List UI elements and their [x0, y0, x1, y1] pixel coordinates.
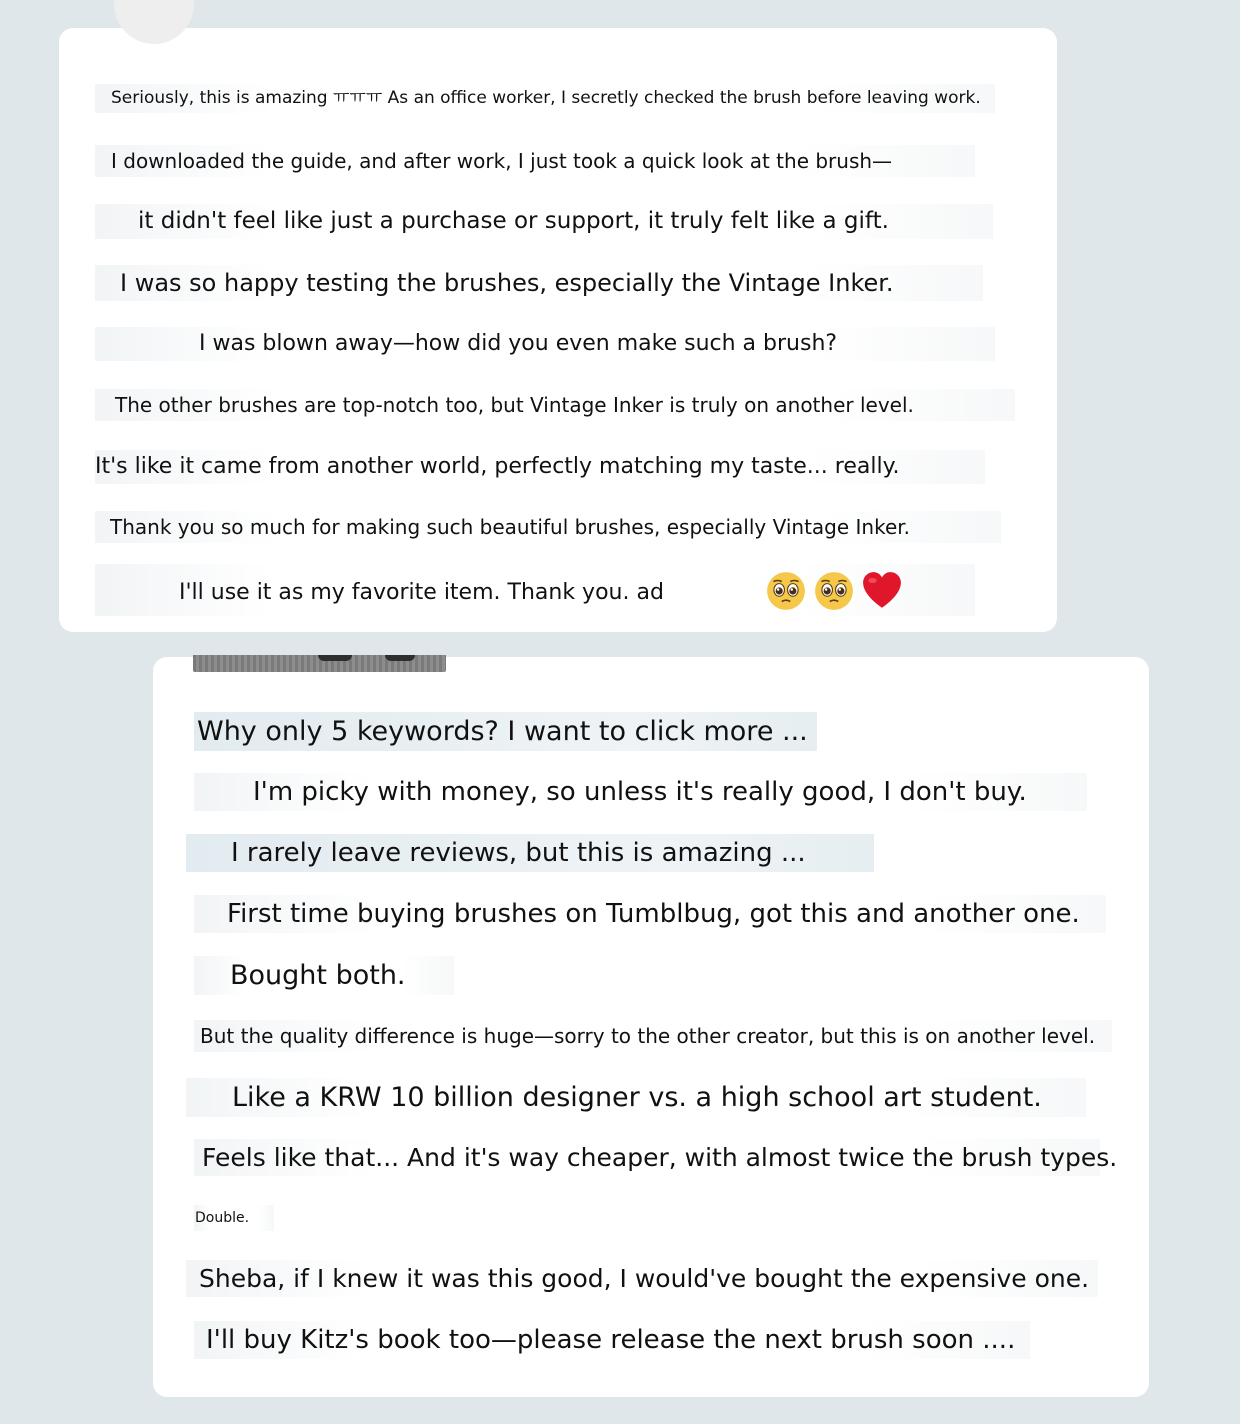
- review-line: I downloaded the guide, and after work, I just took a quick look at the brush—: [95, 145, 975, 177]
- review-card-2: [153, 657, 1149, 1397]
- review-line: I was blown away—how did you even make such a brush?: [95, 327, 995, 361]
- review-line-text: I'll use it as my favorite item. Thank you. ad: [179, 580, 664, 605]
- red-heart-icon: [861, 570, 903, 612]
- review-line: But the quality difference is huge—sorry to the other creator, but this is on another level.: [194, 1020, 1112, 1052]
- attached-image[interactable]: [193, 655, 446, 672]
- review-line: Bought both.: [194, 956, 454, 995]
- review-card-1: [59, 28, 1057, 632]
- review-line: Sheba, if I knew it was this good, I would've bought the expensive one.: [186, 1260, 1098, 1297]
- review-line: The other brushes are top-notch too, but Vintage Inker is truly on another level.: [95, 389, 1015, 421]
- review-line: It's like it came from another world, perfectly matching my taste... really.: [95, 450, 985, 484]
- avatar[interactable]: [114, 0, 194, 44]
- review-line: Double.: [194, 1205, 274, 1231]
- review-line: Why only 5 keywords? I want to click more ...: [194, 712, 817, 751]
- review-line: I'm picky with money, so unless it's really good, I don't buy.: [194, 773, 1087, 811]
- review-line: it didn't feel like just a purchase or support, it truly felt like a gift.: [95, 204, 993, 239]
- review-line: Thank you so much for making such beautiful brushes, especially Vintage Inker.: [95, 511, 1001, 543]
- review-line: Seriously, this is amazing ㅠㅠㅠ As an office worker, I secretly checked the brush before leaving work.: [95, 84, 995, 113]
- review-line: First time buying brushes on Tumblbug, got this and another one.: [194, 895, 1106, 933]
- review-line: I rarely leave reviews, but this is amazing ...: [186, 834, 874, 872]
- review-line: Like a KRW 10 billion designer vs. a high school art student.: [186, 1078, 1086, 1117]
- review-line: Feels like that... And it's way cheaper, with almost twice the brush types.: [194, 1139, 1100, 1176]
- review-line-with-emojis: [95, 564, 975, 616]
- review-line: I'll buy Kitz's book too—please release the next brush soon ....: [194, 1321, 1030, 1359]
- review-line: I was so happy testing the brushes, especially the Vintage Inker.: [95, 265, 983, 301]
- pleading-face-icon: [813, 570, 855, 612]
- emoji-group: [765, 570, 903, 612]
- pleading-face-icon: [765, 570, 807, 612]
